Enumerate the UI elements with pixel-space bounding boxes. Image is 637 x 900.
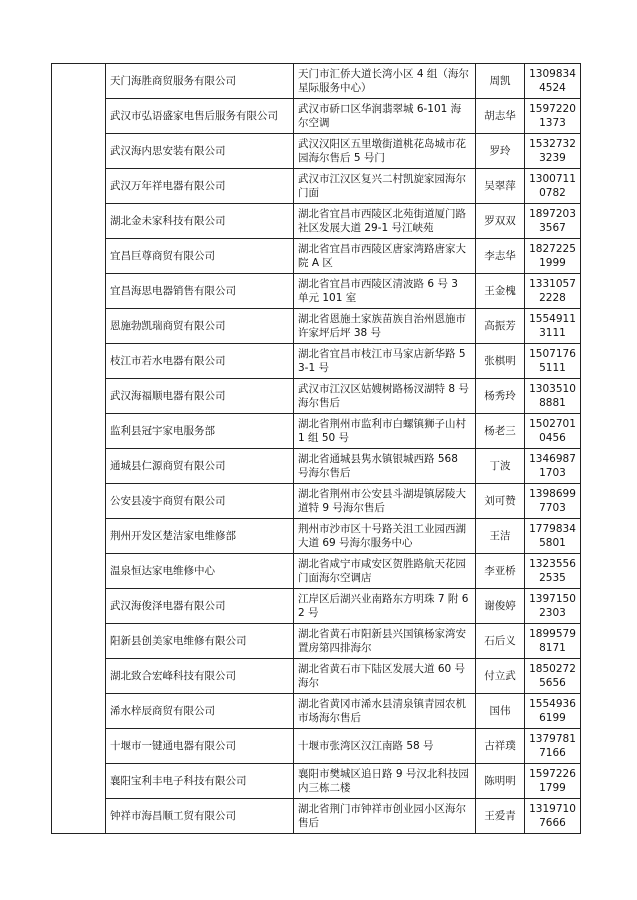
company-cell: 宜昌海思电器销售有限公司 — [106, 274, 294, 309]
company-cell: 温泉恒达家电维修中心 — [106, 554, 294, 589]
phone-cell: 18972033567 — [525, 204, 581, 239]
contact-cell: 李亚桥 — [476, 554, 525, 589]
company-cell: 武汉万年祥电器有限公司 — [106, 169, 294, 204]
address-cell: 武汉汉阳区五里墩街道桃花岛城市花园海尔售后 5 号门 — [294, 134, 476, 169]
table-row — [52, 589, 581, 624]
address-cell: 湖北省恩施土家族苗族自治州恩施市许家坪后坪 38 号 — [294, 309, 476, 344]
contact-cell: 杨秀玲 — [476, 379, 525, 414]
company-cell: 阳新县创美家电维修有限公司 — [106, 624, 294, 659]
company-cell: 湖北致合宏峰科技有限公司 — [106, 659, 294, 694]
contact-cell: 胡志华 — [476, 99, 525, 134]
phone-cell: 15549366199 — [525, 694, 581, 729]
contact-cell: 罗双双 — [476, 204, 525, 239]
contact-cell: 王洁 — [476, 519, 525, 554]
contact-cell: 周凯 — [476, 64, 525, 99]
address-cell: 武汉市江汉区复兴二村凯旋家园海尔门面 — [294, 169, 476, 204]
table-row — [52, 134, 581, 169]
phone-cell: 18995798171 — [525, 624, 581, 659]
company-cell: 荆州开发区楚洁家电维修部 — [106, 519, 294, 554]
company-cell: 天门海胜商贸服务有限公司 — [106, 64, 294, 99]
company-cell: 襄阳宝利丰电子科技有限公司 — [106, 764, 294, 799]
table-row — [52, 274, 581, 309]
table-row — [52, 344, 581, 379]
table-row — [52, 659, 581, 694]
table-row — [52, 554, 581, 589]
phone-cell: 15027010456 — [525, 414, 581, 449]
company-cell: 恩施勃凯瑞商贸有限公司 — [106, 309, 294, 344]
table-row — [52, 64, 581, 99]
company-cell: 浠水梓辰商贸有限公司 — [106, 694, 294, 729]
contact-cell: 李志华 — [476, 239, 525, 274]
phone-cell: 13035108881 — [525, 379, 581, 414]
phone-cell: 13235562535 — [525, 554, 581, 589]
company-cell: 十堰市一键通电器有限公司 — [106, 729, 294, 764]
contact-cell: 陈明明 — [476, 764, 525, 799]
phone-cell: 15972261799 — [525, 764, 581, 799]
table-row — [52, 169, 581, 204]
phone-cell: 18502725656 — [525, 659, 581, 694]
address-cell: 湖北省宜昌市枝江市马家店新华路 53-1 号 — [294, 344, 476, 379]
address-cell: 湖北省黄石市下陆区发展大道 60 号海尔 — [294, 659, 476, 694]
address-cell: 天门市汇侨大道长湾小区 4 组（海尔星际服务中心） — [294, 64, 476, 99]
company-cell: 武汉市弘语盛家电售后服务有限公司 — [106, 99, 294, 134]
phone-cell: 13797817166 — [525, 729, 581, 764]
table-row — [52, 204, 581, 239]
service-provider-table — [51, 63, 581, 834]
phone-cell: 13469871703 — [525, 449, 581, 484]
address-cell: 荆州市沙市区十号路关沮工业园西湖大道 69 号海尔服务中心 — [294, 519, 476, 554]
address-cell: 武汉市硚口区华润翡翠城 6-101 海尔空调 — [294, 99, 476, 134]
phone-cell: 17798345801 — [525, 519, 581, 554]
contact-cell: 古祥璞 — [476, 729, 525, 764]
table-row — [52, 99, 581, 134]
contact-cell: 王爱青 — [476, 799, 525, 834]
company-cell: 武汉海内思安装有限公司 — [106, 134, 294, 169]
address-cell: 湖北省荆州市公安县斗湖堤镇孱陵大道特 9 号海尔售后 — [294, 484, 476, 519]
address-cell: 湖北省黄冈市浠水县清泉镇青园农机市场海尔售后 — [294, 694, 476, 729]
address-cell: 江岸区后湖兴业南路东方明珠 7 附 62 号 — [294, 589, 476, 624]
address-cell: 湖北省荆州市监利市白螺镇狮子山村 1 组 50 号 — [294, 414, 476, 449]
address-cell: 湖北省黄石市阳新县兴国镇杨家湾安置房第四排海尔 — [294, 624, 476, 659]
table-row — [52, 484, 581, 519]
contact-cell: 吴翠萍 — [476, 169, 525, 204]
table-row — [52, 694, 581, 729]
company-cell: 武汉海福顺电器有限公司 — [106, 379, 294, 414]
contact-cell: 高振芳 — [476, 309, 525, 344]
phone-cell: 15972201373 — [525, 99, 581, 134]
company-cell: 钟祥市海昌顺工贸有限公司 — [106, 799, 294, 834]
table-row — [52, 414, 581, 449]
address-cell: 湖北省咸宁市咸安区贺胜路航天花园门面海尔空调店 — [294, 554, 476, 589]
address-cell: 湖北省通城县隽水镇银城西路 568 号海尔售后 — [294, 449, 476, 484]
table-row — [52, 519, 581, 554]
table-row — [52, 799, 581, 834]
table-body — [52, 64, 581, 834]
address-cell: 武汉市江汉区姑嫂树路杨汊湖特 8 号海尔售后 — [294, 379, 476, 414]
company-cell: 公安县凌宇商贸有限公司 — [106, 484, 294, 519]
phone-cell: 18272251999 — [525, 239, 581, 274]
contact-cell: 丁波 — [476, 449, 525, 484]
table-row — [52, 379, 581, 414]
phone-cell: 13007110782 — [525, 169, 581, 204]
address-cell: 湖北省荆门市钟祥市创业园小区海尔售后 — [294, 799, 476, 834]
contact-cell: 谢俊婷 — [476, 589, 525, 624]
phone-cell: 15071765111 — [525, 344, 581, 379]
contact-cell: 杨老三 — [476, 414, 525, 449]
contact-cell: 张棋明 — [476, 344, 525, 379]
phone-cell: 13971502303 — [525, 589, 581, 624]
company-cell: 武汉海俊泽电器有限公司 — [106, 589, 294, 624]
contact-cell: 国伟 — [476, 694, 525, 729]
table-row — [52, 729, 581, 764]
phone-cell: 15549113111 — [525, 309, 581, 344]
phone-cell: 13098344524 — [525, 64, 581, 99]
phone-cell: 13310572228 — [525, 274, 581, 309]
contact-cell: 付立武 — [476, 659, 525, 694]
address-cell: 襄阳市樊城区追日路 9 号汉北科技园内三栋二楼 — [294, 764, 476, 799]
region-cell — [52, 64, 106, 834]
table-row — [52, 309, 581, 344]
company-cell: 宜昌巨尊商贸有限公司 — [106, 239, 294, 274]
company-cell: 通城县仁源商贸有限公司 — [106, 449, 294, 484]
contact-cell: 罗玲 — [476, 134, 525, 169]
table-row — [52, 624, 581, 659]
phone-cell: 13197107666 — [525, 799, 581, 834]
address-cell: 湖北省宜昌市西陵区唐家湾路唐家大院 A 区 — [294, 239, 476, 274]
phone-cell: 13986997703 — [525, 484, 581, 519]
contact-cell: 王金槐 — [476, 274, 525, 309]
address-cell: 十堰市张湾区汉江南路 58 号 — [294, 729, 476, 764]
address-cell: 湖北省宜昌市西陵区清波路 6 号 3 单元 101 室 — [294, 274, 476, 309]
address-cell: 湖北省宜昌市西陵区北苑街道厦门路社区发展大道 29-1 号江峡苑 — [294, 204, 476, 239]
phone-cell: 15327323239 — [525, 134, 581, 169]
table-row — [52, 449, 581, 484]
table-row — [52, 239, 581, 274]
company-cell: 枝江市若水电器有限公司 — [106, 344, 294, 379]
table-row — [52, 764, 581, 799]
company-cell: 监利县冠宇家电服务部 — [106, 414, 294, 449]
contact-cell: 石后义 — [476, 624, 525, 659]
company-cell: 湖北金未家科技有限公司 — [106, 204, 294, 239]
contact-cell: 刘可赞 — [476, 484, 525, 519]
